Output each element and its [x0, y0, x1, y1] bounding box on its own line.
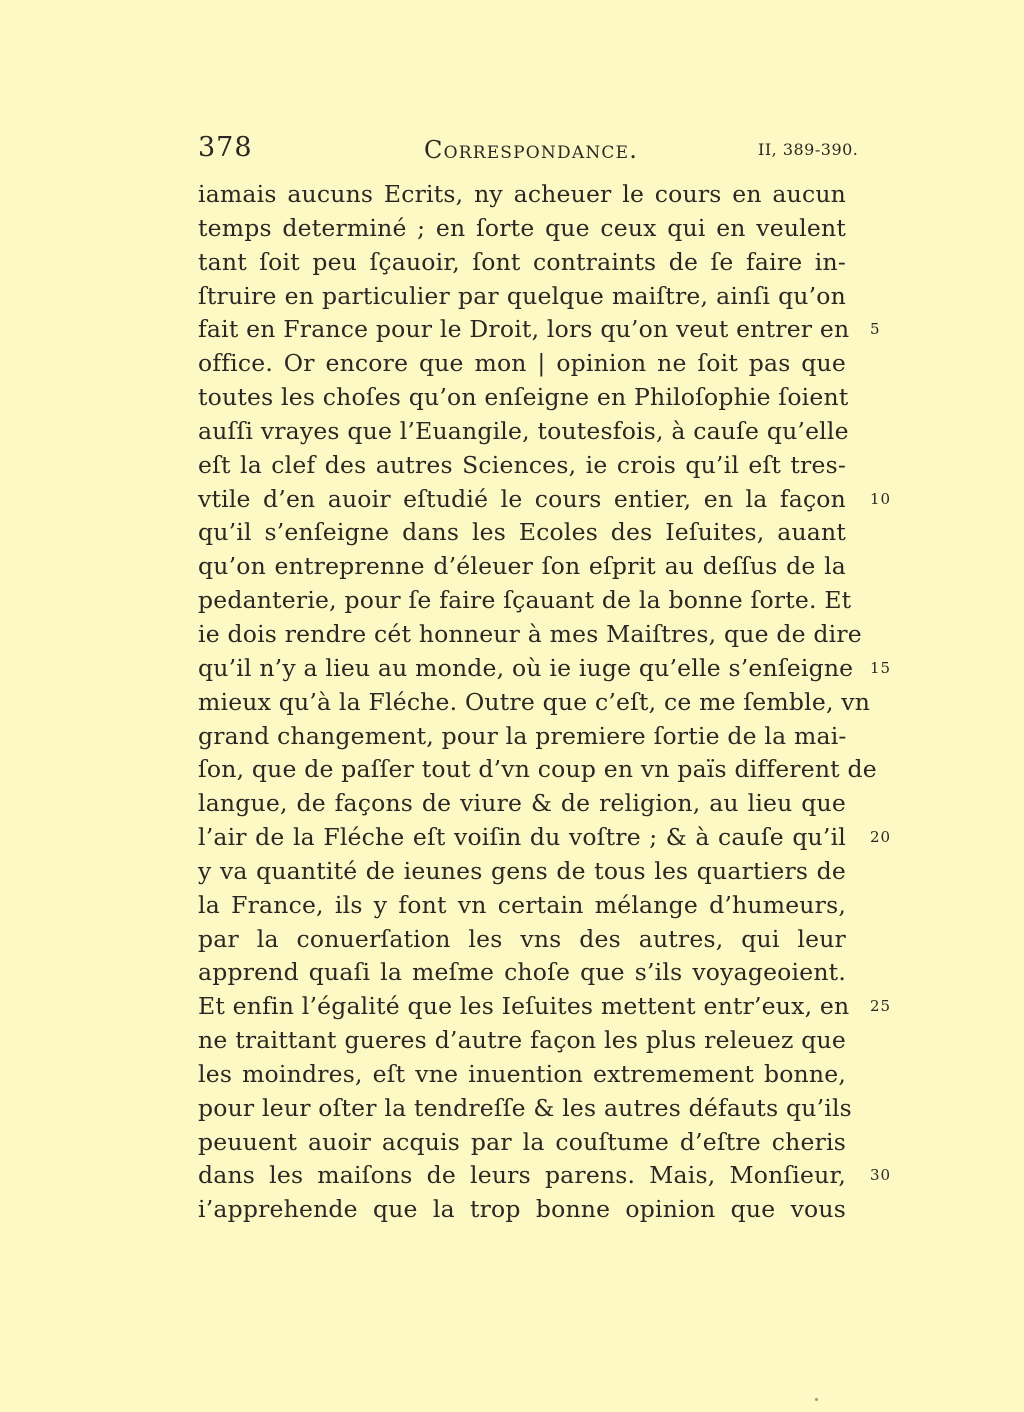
- text-line: [198, 280, 846, 314]
- text-line: [198, 584, 852, 618]
- line-number: 20: [870, 828, 892, 847]
- text-line: [198, 753, 877, 787]
- line-number: 30: [870, 1166, 892, 1185]
- text-line: [198, 1193, 846, 1227]
- line-text: iamais aucuns Ecrits, ny acheuer le cours en aucun: [198, 180, 846, 208]
- text-line: [198, 449, 846, 483]
- text-line: [198, 1092, 852, 1126]
- page-header: [0, 128, 1024, 168]
- text-line: [198, 618, 862, 652]
- line-text: y va quantité de ieunes gens de tous les quartiers de: [198, 856, 846, 885]
- line-text: ie dois rendre cét honneur à mes Maiſtres, que de dire: [198, 619, 862, 648]
- line-text: Et enfin l’égalité que les Ieſuites mettent entr’eux, en: [198, 992, 850, 1021]
- line-text: vtile d’en auoir eſtudié le cours entier, en la façon: [198, 484, 846, 513]
- text-line: [198, 956, 846, 990]
- text-line: [198, 1159, 892, 1193]
- text-line: [198, 1024, 846, 1058]
- line-text: grand changement, pour la premiere ſortie de la mai-: [198, 721, 847, 750]
- line-text: apprend quaſi la meſme choſe que s’ils voyageoient.: [198, 958, 846, 987]
- line-text: qu’il s’enſeigne dans les Ecoles des Ieſuites, auant: [198, 518, 846, 547]
- line-text: pour leur oſter la tendreſſe & les autres défauts qu’ils: [198, 1093, 852, 1122]
- line-text: pedanterie, pour ſe faire ſçauant de la bonne ſorte. Et: [198, 586, 852, 615]
- line-text: qu’on entreprenne d’éleuer ſon eſprit au deſſus de la: [198, 552, 846, 581]
- text-line: [198, 720, 846, 754]
- text-line: [198, 855, 846, 889]
- line-number: 5: [870, 320, 881, 339]
- line-text: toutes les choſes qu’on enſeigne en Philoſophie ſoient: [198, 383, 849, 412]
- text-line: [198, 787, 846, 821]
- line-text: qu’il n’y a lieu au monde, où ie iuge qu’elle s’enſeigne: [198, 653, 854, 682]
- line-number: 15: [870, 658, 892, 677]
- text-line: [198, 686, 871, 720]
- text-line: [198, 889, 846, 923]
- line-text: langue, de façons de viure & de religion, au lieu que: [198, 789, 846, 818]
- running-title: Correspondance.: [424, 136, 639, 164]
- line-text: mieux qu’à la Fléche. Outre que c’eſt, ce me ſemble, vn: [198, 687, 871, 716]
- text-line: [198, 212, 846, 246]
- line-text: fait en France pour le Droit, lors qu’on veut entrer en: [198, 315, 850, 344]
- text-line: [198, 415, 849, 449]
- text-line: [198, 178, 846, 212]
- line-text: ne traittant gueres d’autre façon les plus releuez que: [198, 1026, 846, 1055]
- paper-speck: [815, 1398, 818, 1401]
- line-text: peuuent auoir acquis par la couſtume d’eſtre cheris: [198, 1127, 846, 1156]
- text-line: [198, 821, 892, 855]
- page-number: 378: [198, 132, 253, 163]
- line-text: ſon, que de paſſer tout d’vn coup en vn païs different de: [198, 755, 877, 784]
- edition-reference: II, 389-390.: [758, 140, 859, 159]
- line-text: temps determiné ; en ſorte que ceux qui en veulent: [198, 213, 846, 242]
- text-line: [198, 652, 892, 686]
- text-line: [198, 313, 881, 347]
- text-line: [198, 246, 846, 280]
- line-text: ſtruire en particulier par quelque maiſtre, ainſi qu’on: [198, 281, 846, 310]
- line-text: tant ſoit peu ſçauoir, ſont contraints de ſe faire in-: [198, 247, 846, 276]
- body-text: [198, 178, 892, 1227]
- line-text: i’apprehende que la trop bonne opinion que vous: [198, 1195, 846, 1224]
- line-text: la France, ils y font vn certain mélange d’humeurs,: [198, 890, 846, 919]
- text-line: [198, 1058, 846, 1092]
- text-line: [198, 990, 892, 1024]
- text-line: [198, 923, 846, 957]
- line-number: 25: [870, 997, 892, 1016]
- text-line: [198, 1126, 846, 1160]
- line-text: par la conuerſation les vns des autres, qui leur: [198, 924, 846, 953]
- line-text: dans les maiſons de leurs parens. Mais, Monſieur,: [198, 1161, 846, 1190]
- text-line: [198, 516, 846, 550]
- text-line: [198, 483, 892, 517]
- line-text: eſt la clef des autres Sciences, ie crois qu’il eſt tres-: [198, 450, 846, 479]
- text-line: [198, 347, 846, 381]
- text-line: [198, 550, 846, 584]
- line-text: l’air de la Fléche eſt voiſin du voſtre ; & à cauſe qu’il: [198, 823, 846, 852]
- line-text: auſſi vrayes que l’Euangile, toutesfois, à cauſe qu’elle: [198, 416, 849, 445]
- line-text: office. Or encore que mon | opinion ne ſoit pas que: [198, 349, 846, 378]
- line-number: 10: [870, 489, 892, 508]
- text-line: [198, 381, 849, 415]
- line-text: les moindres, eſt vne inuention extremement bonne,: [198, 1059, 846, 1088]
